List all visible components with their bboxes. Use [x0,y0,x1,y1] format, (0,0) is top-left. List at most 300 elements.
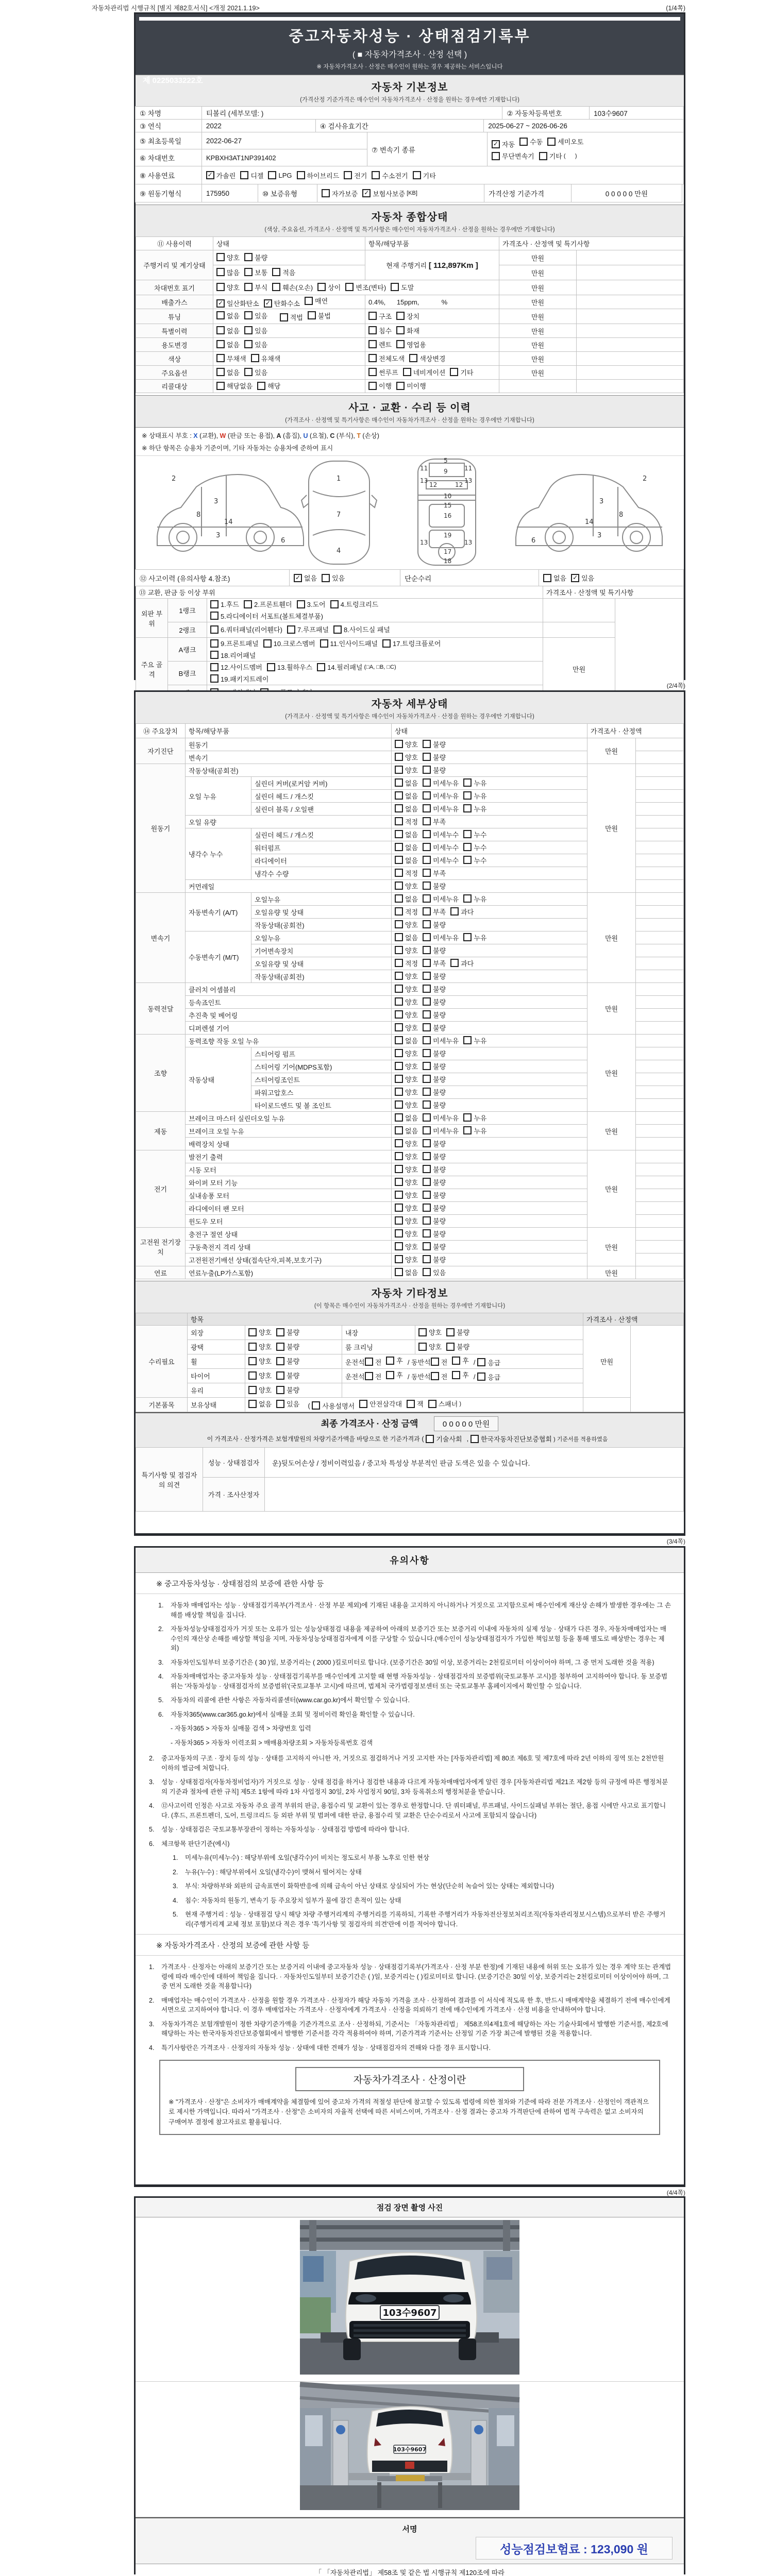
checkbox-없음[interactable]: 없음 [395,791,418,801]
checkbox-box[interactable] [519,138,528,146]
checkbox-box[interactable] [423,920,431,928]
checkbox-누유[interactable]: 누유 [463,1113,486,1123]
checkbox-1.후드[interactable]: 1.후드 [210,599,239,609]
checkbox-box[interactable] [276,1343,284,1351]
checkbox-전체도색[interactable]: 전체도색 [368,353,405,363]
checkbox-box[interactable] [423,997,431,1006]
checkbox-없음[interactable]: 없음 [395,933,418,942]
checkbox-box[interactable] [276,1400,284,1408]
checkbox-box[interactable] [276,1357,284,1365]
checkbox-미세누유[interactable]: 미세누유 [423,1113,459,1123]
checkbox-box[interactable] [322,189,330,197]
checkbox-6.쿼터패널(리어휀다)[interactable]: 6.쿼터패널(리어휀다) [210,624,282,634]
checkbox-box[interactable] [396,340,405,348]
checkbox-box[interactable] [463,1113,472,1122]
checkbox-불량[interactable]: 불량 [423,1010,446,1020]
checkbox-색상변경[interactable]: 색상변경 [409,353,445,363]
checkbox-box[interactable] [382,639,391,648]
checkbox-9.프론트패널[interactable]: 9.프론트패널 [210,638,259,648]
checkbox-box[interactable] [463,1036,472,1044]
checkbox-양호[interactable]: 양호 [395,1242,418,1251]
checkbox-보험사보증[interactable]: ✓ 보험사보증 [KB] [362,189,417,198]
checkbox-사용설명서[interactable]: ( 사용설명서 [304,1401,355,1410]
checkbox-box[interactable] [395,869,403,877]
checkbox-box[interactable] [423,1010,431,1019]
checkbox-불량[interactable]: 불량 [423,1255,446,1264]
checkbox-box[interactable] [431,1372,439,1380]
checkbox-box[interactable] [423,804,431,812]
checkbox-양호[interactable]: 양호 [395,1177,418,1187]
checkbox-과다[interactable]: 과다 [450,907,474,917]
checkbox-4.트렁크리드[interactable]: 4.트렁크리드 [330,599,379,609]
checkbox-양호[interactable]: 양호 [395,984,418,994]
checkbox-불량[interactable]: 불량 [423,1216,446,1226]
checkbox-없음[interactable]: 없음 [216,367,240,377]
checkbox-없음[interactable]: 없음 [395,1113,418,1123]
checkbox-양호[interactable]: 양호 [395,881,418,891]
checkbox-box[interactable] [272,268,280,276]
checkbox-불량[interactable]: 불량 [276,1356,299,1366]
checkbox-10.크로스멤버[interactable]: 10.크로스멤버 [263,638,315,648]
checkbox-box[interactable] [248,1400,257,1408]
checkbox-box[interactable] [463,894,472,903]
checkbox-양호[interactable]: 양호 [395,945,418,955]
checkbox-box[interactable] [423,1062,431,1070]
checkbox-훼손(오손)[interactable]: 훼손(오손) [272,282,313,292]
checkbox-box[interactable]: ✓ [571,574,579,582]
checkbox-box[interactable] [403,368,411,376]
checkbox-box[interactable] [395,830,403,838]
checkbox-box[interactable] [395,740,403,748]
checkbox-box[interactable] [395,1255,403,1263]
checkbox-기타[interactable]: 기타 [413,171,436,180]
checkbox-양호[interactable]: 양호 [395,1010,418,1020]
checkbox-네비게이션[interactable]: 네비게이션 [403,367,446,377]
checkbox-box[interactable] [463,778,472,787]
checkbox-양호[interactable]: 양호 [395,739,418,749]
checkbox-없음[interactable]: 없음 [543,573,566,583]
checkbox-양호[interactable]: 양호 [395,920,418,929]
checkbox-전[interactable]: / 동반석 전 [407,1372,448,1381]
checkbox-box[interactable] [322,574,330,582]
checkbox-불량[interactable]: 불량 [423,1177,446,1187]
checkbox-양호[interactable]: 양호 [395,1151,418,1161]
checkbox-5.라디에이터 서포트(볼트체결부품)[interactable]: 5.라디에이터 서포트(볼트체결부품) [210,611,323,621]
checkbox-침수[interactable]: 침수 [368,326,392,335]
checkbox-양호[interactable]: 양호 [395,752,418,762]
checkbox-양호[interactable]: 양호 [248,1385,272,1395]
checkbox-box[interactable] [368,326,377,334]
checkbox-box[interactable] [428,1400,436,1408]
checkbox-box[interactable] [210,651,219,659]
checkbox-불량[interactable]: 불량 [446,1342,469,1351]
checkbox-box[interactable] [276,1328,284,1336]
checkbox-양호[interactable]: 양호 [395,1139,418,1148]
checkbox-누유[interactable]: 누유 [463,1126,486,1136]
checkbox-양호[interactable]: 양호 [395,1203,418,1213]
checkbox-한국자동차진단보증협회[interactable]: , 한국자동차진단보증협회 ) 기준서를 적용하였음 [466,1435,608,1443]
checkbox-box[interactable] [423,830,431,838]
checkbox-있음[interactable]: 있음 [276,1399,299,1409]
checkbox-box[interactable] [251,354,259,362]
checkbox-box[interactable] [452,1357,460,1365]
checkbox-없음[interactable]: 없음 [395,1036,418,1045]
checkbox-양호[interactable]: 양호 [395,971,418,981]
checkbox-없음[interactable]: 없음 [395,778,418,788]
checkbox-box[interactable] [395,1062,403,1070]
checkbox-box[interactable] [423,1088,431,1096]
checkbox-box[interactable] [423,1126,431,1134]
checkbox-과다[interactable]: 과다 [450,958,474,968]
checkbox-box[interactable] [395,972,403,980]
checkbox-후[interactable]: 후 [386,1355,403,1365]
checkbox-box[interactable] [547,138,556,146]
checkbox-box[interactable]: ✓ [264,299,272,308]
checkbox-box[interactable] [280,313,288,321]
checkbox-box[interactable] [423,1100,431,1109]
checkbox-box[interactable] [450,368,458,376]
checkbox-box[interactable] [216,354,225,362]
checkbox-box[interactable] [463,856,472,864]
checkbox-box[interactable] [333,625,342,634]
checkbox-box[interactable] [240,171,248,179]
checkbox-부족[interactable]: 부족 [423,868,446,878]
checkbox-해당없음[interactable]: 해당없음 [216,381,253,391]
checkbox-불량[interactable]: 불량 [423,1203,446,1213]
checkbox-box[interactable] [244,253,253,261]
checkbox-box[interactable] [368,382,377,390]
checkbox-box[interactable] [423,1023,431,1031]
checkbox-양호[interactable]: 양호 [395,1216,418,1226]
checkbox-불량[interactable]: 불량 [423,1242,446,1251]
checkbox-없음[interactable]: 없음 [395,855,418,865]
checkbox-불량[interactable]: 불량 [423,1100,446,1110]
checkbox-box[interactable] [244,340,253,348]
checkbox-box[interactable] [423,791,431,800]
checkbox-box[interactable] [244,368,253,376]
checkbox-box[interactable] [395,1100,403,1109]
checkbox-일산화탄소[interactable]: ✓ 일산화탄소 [216,298,259,308]
checkbox-box[interactable] [396,312,405,320]
checkbox-미세누유[interactable]: 미세누유 [423,933,459,942]
checkbox-box[interactable] [368,368,377,376]
checkbox-양호[interactable]: 양호 [395,1100,418,1110]
checkbox-미세누수[interactable]: 미세누수 [423,842,459,852]
checkbox-양호[interactable]: 양호 [418,1342,442,1351]
checkbox-box[interactable] [244,326,253,334]
checkbox-안전삼각대[interactable]: 안전삼각대 [359,1399,402,1409]
checkbox-box[interactable] [463,933,472,941]
checkbox-3.도어[interactable]: 3.도어 [297,599,326,609]
checkbox-불량[interactable]: 불량 [423,1190,446,1200]
checkbox-box[interactable] [463,1126,472,1134]
checkbox-box[interactable] [395,804,403,812]
checkbox-box[interactable] [272,283,280,291]
checkbox-box[interactable] [210,600,219,608]
checkbox-box[interactable] [423,766,431,774]
checkbox-적정[interactable]: 적정 [395,958,418,968]
checkbox-가솔린[interactable]: ✓ 가솔린 [206,171,236,180]
checkbox-누유[interactable]: 누유 [463,894,486,904]
checkbox-12.사이드멤버[interactable]: 12.사이드멤버 [210,662,262,672]
checkbox-box[interactable] [368,312,377,320]
checkbox-box[interactable] [446,1343,455,1351]
checkbox-없음[interactable]: 없음 [216,326,240,335]
checkbox-box[interactable] [418,1328,427,1336]
checkbox-없음[interactable]: 없음 [216,311,240,320]
checkbox-box[interactable] [216,340,225,348]
checkbox-box[interactable] [423,778,431,787]
checkbox-box[interactable] [244,283,253,291]
checkbox-8.사이드실 패널[interactable]: 8.사이드실 패널 [333,624,390,634]
checkbox-없음[interactable]: ✓ 없음 [294,573,317,583]
checkbox-box[interactable] [386,1371,394,1379]
checkbox-box[interactable] [368,340,377,348]
checkbox-불량[interactable]: 불량 [423,1048,446,1058]
checkbox-box[interactable] [423,1216,431,1225]
checkbox-불량[interactable]: 불량 [423,752,446,762]
checkbox-box[interactable] [423,972,431,980]
checkbox-불량[interactable]: 불량 [276,1385,299,1395]
checkbox-미세누유[interactable]: 미세누유 [423,791,459,801]
checkbox-부식[interactable]: 부식 [244,282,267,292]
checkbox-box[interactable] [287,625,295,634]
checkbox-box[interactable] [395,856,403,864]
checkbox-변조(변타)[interactable]: 변조(변타) [345,282,386,292]
checkbox-양호[interactable]: 양호 [395,1255,418,1264]
checkbox-box[interactable] [423,1191,431,1199]
checkbox-box[interactable] [395,933,403,941]
checkbox-box[interactable] [395,1191,403,1199]
checkbox-box[interactable] [423,882,431,890]
checkbox-box[interactable] [248,1371,257,1380]
checkbox-미이행[interactable]: 미이행 [396,381,426,391]
checkbox-없음[interactable]: 없음 [395,1126,418,1136]
checkbox-보통[interactable]: 보통 [244,267,267,277]
checkbox-없음[interactable]: 없음 [248,1399,272,1409]
checkbox-box[interactable] [395,1178,403,1186]
checkbox-불량[interactable]: 불량 [423,1229,446,1239]
checkbox-box[interactable] [423,1178,431,1186]
checkbox-불량[interactable]: 불량 [244,252,267,262]
checkbox-스패너[interactable]: 스패너 ) [428,1399,461,1409]
checkbox-box[interactable] [267,663,275,671]
checkbox-box[interactable] [407,1400,415,1408]
checkbox-누유[interactable]: 누유 [463,1036,486,1045]
checkbox-누유[interactable]: 누유 [463,791,486,801]
checkbox-불량[interactable]: 불량 [276,1342,299,1351]
checkbox-미세누유[interactable]: 미세누유 [423,804,459,814]
checkbox-불량[interactable]: 불량 [423,1074,446,1084]
checkbox-미세누수[interactable]: 미세누수 [423,829,459,839]
checkbox-응급[interactable]: / 응급 [473,1358,501,1367]
checkbox-box[interactable] [345,283,354,291]
checkbox-응급[interactable]: / 응급 [473,1372,501,1381]
checkbox-box[interactable] [423,959,431,967]
checkbox-box[interactable] [543,574,551,582]
checkbox-box[interactable]: ✓ [362,189,371,197]
checkbox-19.패키지트레이[interactable]: 19.패키지트레이 [210,674,268,684]
checkbox-box[interactable] [463,843,472,851]
checkbox-box[interactable] [431,1358,439,1366]
checkbox-없음[interactable]: 없음 [395,894,418,904]
checkbox-미세누유[interactable]: 미세누유 [423,778,459,788]
checkbox-box[interactable] [423,843,431,851]
checkbox-불량[interactable]: 불량 [276,1327,299,1337]
checkbox-구조[interactable]: 구조 [368,311,392,321]
checkbox-7.루프패널[interactable]: 7.루프패널 [287,624,329,634]
checkbox-있음[interactable]: 있음 [244,326,267,335]
checkbox-기타[interactable]: 기타 ( ) [539,151,577,161]
checkbox-box[interactable] [216,382,225,390]
checkbox-box[interactable] [317,283,326,291]
checkbox-box[interactable] [477,1358,485,1366]
checkbox-box[interactable] [423,1229,431,1238]
checkbox-전[interactable]: 운전석 전 [345,1358,382,1366]
checkbox-무채색[interactable]: 무채색 [216,353,246,363]
checkbox-box[interactable] [244,268,253,276]
checkbox-불량[interactable]: 불량 [423,971,446,981]
checkbox-양호[interactable]: 양호 [418,1327,442,1337]
checkbox-box[interactable] [395,753,403,761]
checkbox-수동[interactable]: 수동 [519,137,543,146]
checkbox-box[interactable] [395,1126,403,1134]
checkbox-box[interactable] [395,1152,403,1160]
checkbox-불량[interactable]: 불량 [423,945,446,955]
checkbox-13.휠하우스[interactable]: 13.휠하우스 [267,662,312,672]
checkbox-있음[interactable]: 있음 [244,367,267,377]
checkbox-box[interactable] [423,817,431,825]
checkbox-box[interactable] [395,1075,403,1083]
checkbox-box[interactable] [395,882,403,890]
checkbox-box[interactable] [395,1036,403,1044]
checkbox-box[interactable] [268,171,276,179]
checkbox-기술사회[interactable]: ( 기술사회 [419,1435,462,1443]
checkbox-box[interactable] [423,1049,431,1057]
checkbox-화재[interactable]: 화재 [396,326,419,335]
checkbox-box[interactable] [452,1371,460,1379]
checkbox-양호[interactable]: 양호 [395,765,418,775]
checkbox-box[interactable] [463,830,472,838]
checkbox-양호[interactable]: 양호 [216,282,240,292]
checkbox-불법[interactable]: 불법 [308,311,331,320]
checkbox-box[interactable] [423,907,431,916]
checkbox-box[interactable] [395,894,403,903]
checkbox-양호[interactable]: 양호 [395,997,418,1007]
checkbox-양호[interactable]: 양호 [248,1370,272,1380]
checkbox-box[interactable] [423,946,431,954]
checkbox-후[interactable]: 후 [452,1370,469,1380]
checkbox-box[interactable] [257,382,265,390]
checkbox-box[interactable] [263,639,272,648]
checkbox-box[interactable] [423,1165,431,1173]
checkbox-누수[interactable]: 누수 [463,855,486,865]
checkbox-썬루프[interactable]: 썬루프 [368,367,398,377]
checkbox-box[interactable] [244,311,253,319]
checkbox-누유[interactable]: 누유 [463,778,486,788]
checkbox-14.필러패널[interactable]: 14.필러패널 (□A, □B, □C) [317,662,396,672]
checkbox-양호[interactable]: 양호 [395,1190,418,1200]
checkbox-box[interactable] [216,253,225,261]
checkbox-불량[interactable]: 불량 [423,1151,446,1161]
checkbox-box[interactable] [216,283,225,291]
checkbox-box[interactable] [396,382,405,390]
checkbox-box[interactable] [210,612,219,620]
checkbox-렌트[interactable]: 렌트 [368,340,392,349]
checkbox-양호[interactable]: 양호 [395,1164,418,1174]
checkbox-box[interactable] [423,1139,431,1147]
checkbox-자가보증[interactable]: 자가보증 [322,189,358,198]
checkbox-불량[interactable]: 불량 [423,1087,446,1097]
checkbox-있음[interactable]: 있음 [423,1267,446,1277]
checkbox-box[interactable] [308,311,316,319]
checkbox-하이브리드[interactable]: 하이브리드 [297,171,340,180]
checkbox-부족[interactable]: 부족 [423,958,446,968]
checkbox-box[interactable] [418,1343,427,1351]
checkbox-미세누유[interactable]: 미세누유 [423,1126,459,1136]
checkbox-box[interactable] [320,639,328,648]
checkbox-box[interactable] [423,894,431,903]
checkbox-적정[interactable]: 적정 [395,817,418,826]
checkbox-도말[interactable]: 도말 [391,282,414,292]
checkbox-box[interactable] [210,625,219,634]
checkbox-양호[interactable]: 양호 [248,1356,272,1366]
checkbox-box[interactable] [423,740,431,748]
checkbox-해당[interactable]: 해당 [257,381,280,391]
checkbox-box[interactable] [395,1242,403,1250]
checkbox-box[interactable] [248,1357,257,1365]
checkbox-17.트렁크플로어[interactable]: 17.트렁크플로어 [382,638,441,648]
checkbox-box[interactable] [423,1268,431,1276]
checkbox-box[interactable] [395,766,403,774]
checkbox-기타[interactable]: 기타 [450,367,473,377]
checkbox-box[interactable] [210,639,219,648]
checkbox-box[interactable] [395,778,403,787]
checkbox-2.프론트휀더[interactable]: 2.프론트휀더 [244,599,292,609]
checkbox-미세누유[interactable]: 미세누유 [423,894,459,904]
checkbox-누수[interactable]: 누수 [463,829,486,839]
checkbox-양호[interactable]: 양호 [248,1342,272,1351]
checkbox-미세누유[interactable]: 미세누유 [423,1036,459,1045]
checkbox-적음[interactable]: 적음 [272,267,295,277]
checkbox-box[interactable] [423,753,431,761]
checkbox-box[interactable] [446,1328,455,1336]
checkbox-box[interactable] [423,1204,431,1212]
checkbox-box[interactable] [539,152,547,160]
checkbox-누수[interactable]: 누수 [463,842,486,852]
checkbox-box[interactable] [395,1165,403,1173]
checkbox-box[interactable] [423,856,431,864]
checkbox-box[interactable] [365,1358,373,1366]
checkbox-불량[interactable]: 불량 [423,739,446,749]
checkbox-box[interactable] [305,297,313,305]
checkbox-무단변속기[interactable]: 무단변속기 [492,151,534,161]
checkbox-양호[interactable]: 양호 [395,1061,418,1071]
checkbox-불량[interactable]: 불량 [446,1327,469,1337]
checkbox-디젤[interactable]: 디젤 [240,171,263,180]
checkbox-box[interactable] [395,959,403,967]
checkbox-box[interactable] [395,791,403,800]
checkbox-box[interactable] [248,1328,257,1336]
checkbox-box[interactable] [368,354,377,362]
checkbox-box[interactable] [463,804,472,812]
checkbox-box[interactable] [395,1023,403,1031]
checkbox-box[interactable] [391,283,399,291]
checkbox-box[interactable]: ✓ [216,299,225,308]
checkbox-box[interactable] [423,933,431,941]
checkbox-적정[interactable]: 적정 [395,907,418,917]
checkbox-양호[interactable]: 양호 [395,1023,418,1032]
